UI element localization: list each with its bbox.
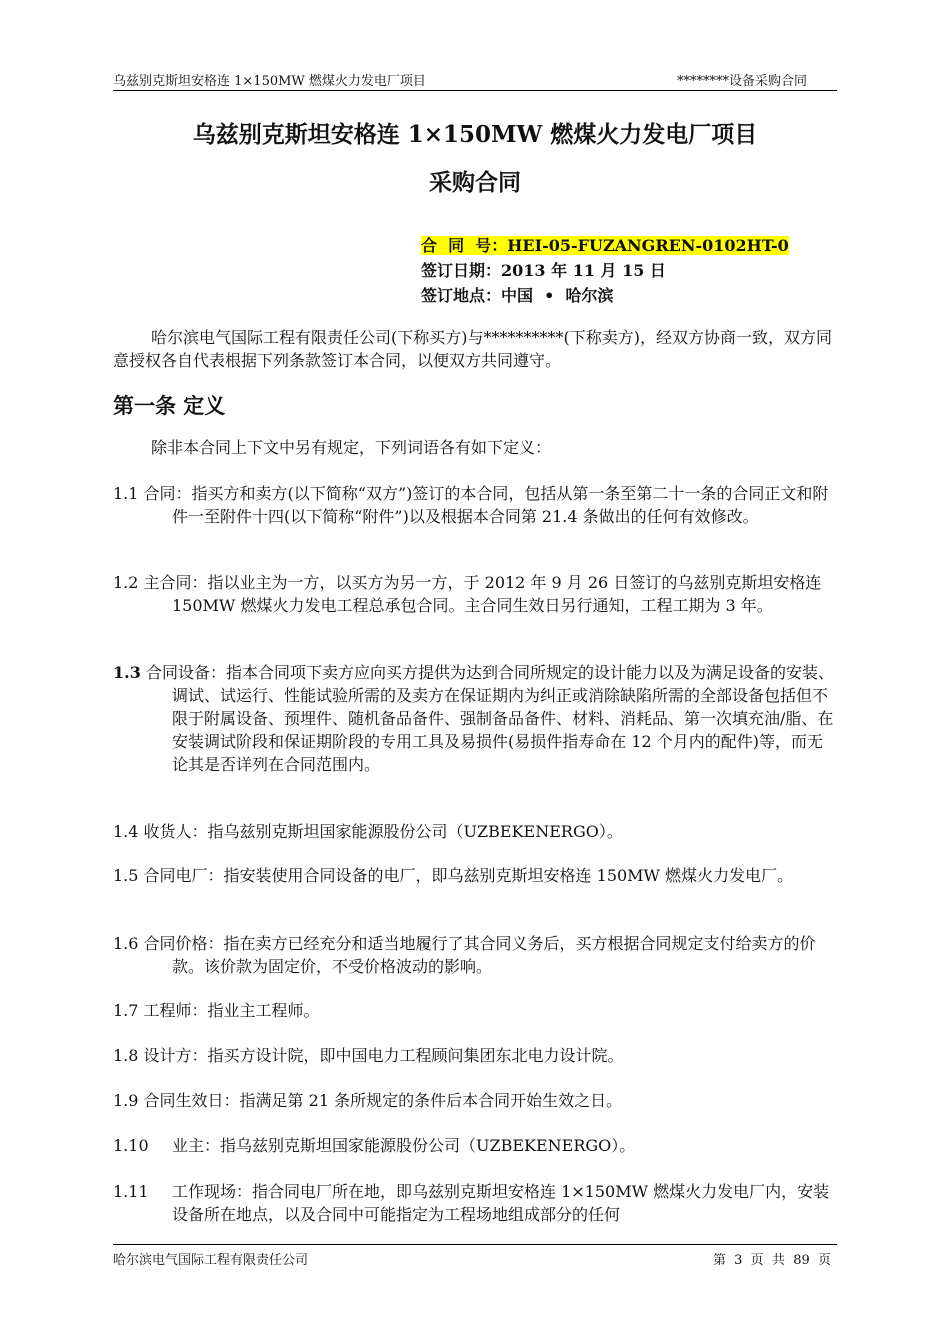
- item-text: 设计方：指买方设计院，即中国电力工程顾问集团东北电力设计院。: [143, 1046, 624, 1065]
- item-text: 合同电厂：指安装使用合同设备的电厂，即乌兹别克斯坦安格连 150MW 燃煤火力发电厂。: [143, 866, 794, 885]
- definition-item: [113, 864, 837, 887]
- item-text: 合同价格：指在卖方已经充分和适当地履行了其合同义务后，买方根据合同规定支付给卖方的价款。该价款为固定价，不受价格波动的影响。: [143, 934, 816, 976]
- intro-paragraph: [113, 326, 837, 372]
- definition-item: [113, 820, 837, 843]
- item-text: 业主：指乌兹别克斯坦国家能源股份公司（UZBEKENERGO）。: [172, 1136, 636, 1155]
- header-project-name: 乌兹别克斯坦安格连 1×150MW 燃煤火力发电厂项目: [113, 74, 426, 89]
- section-lead-text: 除非本合同上下文中另有规定，下列词语各有如下定义：: [151, 438, 552, 457]
- item-number: 1.3: [113, 663, 141, 682]
- section-heading: 第一条 定义: [113, 393, 226, 418]
- item-number: 1.5: [113, 866, 139, 885]
- document-subtitle: 采购合同: [429, 169, 521, 196]
- item-text: 合同设备：指本合同项下卖方应向买方提供为达到合同所规定的设计能力以及为满足设备的安装、调试、试运行、性能试验所需的及卖方在保证期内为纠正或消除缺陷所需的全部设备包括但不限于附属设备、预埋件、随机备品备件、强制备品备件、材料、消耗品、第一次填充油/脂、在安装调试阶段和保证期阶段的专用工具及易损件(易损件指寿命在 12 个月内的配件)等，而无论其是否详列在合同范围内。: [145, 663, 834, 774]
- item-number: 1.8: [113, 1046, 139, 1065]
- item-number: 1.10: [113, 1136, 149, 1155]
- definition-item: [113, 932, 837, 978]
- definition-item: [113, 999, 837, 1022]
- sign-place-row: [421, 283, 789, 308]
- contract-number: HEI-05-FUZANGREN-0102HT-0: [507, 236, 789, 255]
- page-header: [113, 68, 837, 91]
- item-number: 1.1: [113, 484, 139, 503]
- section-lead: [113, 436, 837, 459]
- item-number: 1.11: [113, 1182, 149, 1201]
- definition-item: [113, 1134, 837, 1157]
- definition-item: [113, 482, 837, 528]
- definition-item: [113, 661, 837, 776]
- contract-number-label: 合 同 号：: [421, 236, 508, 255]
- item-text: 工作现场：指合同电厂所在地，即乌兹别克斯坦安格连 1×150MW 燃煤火力发电厂内，安装设备所在地点，以及合同中可能指定为工程场地组成部分的任何: [172, 1182, 830, 1224]
- sign-date-row: [421, 258, 789, 283]
- item-text: 主合同：指以业主为一方，以买方为另一方，于 2012 年 9 月 26 日签订的乌兹别克斯坦安格连 150MW 燃煤火力发电工程总承包合同。主合同生效日另行通知，工程工期为 3 年。: [143, 573, 822, 615]
- definition-item: [113, 571, 837, 617]
- footer-company: 哈尔滨电气国际工程有限责任公司: [113, 1253, 309, 1268]
- intro-text: 哈尔滨电气国际工程有限责任公司(下称买方)与**********(下称卖方)，经双方协商一致，双方同意授权各自代表根据下列条款签订本合同，以便双方共同遵守。: [113, 328, 832, 370]
- document-title: 乌兹别克斯坦安格连 1×150MW 燃煤火力发电厂项目: [192, 121, 758, 148]
- item-number: 1.7: [113, 1001, 139, 1020]
- definition-item: [113, 1044, 837, 1067]
- definition-item: [113, 1089, 837, 1112]
- item-text: 合同：指买方和卖方(以下简称“双方”)签订的本合同，包括从第一条至第二十一条的合同正文和附件一至附件十四(以下简称“附件”)以及根据本合同第 21.4 条做出的任何有效修改。: [143, 484, 829, 526]
- header-contract-type: ********设备采购合同: [676, 74, 807, 89]
- item-number: 1.2: [113, 573, 139, 592]
- item-number: 1.9: [113, 1091, 139, 1110]
- item-number: 1.6: [113, 934, 139, 953]
- contract-meta: [421, 233, 789, 308]
- sign-place: 中国 • 哈尔滨: [501, 286, 614, 305]
- sign-place-label: 签订地点：: [421, 286, 502, 305]
- item-text: 合同生效日：指满足第 21 条所规定的条件后本合同开始生效之日。: [143, 1091, 623, 1110]
- item-text: 收货人：指乌兹别克斯坦国家能源股份公司（UZBEKENERGO）。: [143, 822, 623, 841]
- definition-item: [113, 1180, 837, 1226]
- contract-number-row: [421, 233, 789, 258]
- sign-date: 2013 年 11 月 15 日: [501, 261, 666, 280]
- footer-page-number: 第 3 页 共 89 页: [712, 1253, 831, 1268]
- item-text: 工程师：指业主工程师。: [143, 1001, 320, 1020]
- page-footer: [113, 1244, 837, 1267]
- item-number: 1.4: [113, 822, 139, 841]
- sign-date-label: 签订日期：: [421, 261, 502, 280]
